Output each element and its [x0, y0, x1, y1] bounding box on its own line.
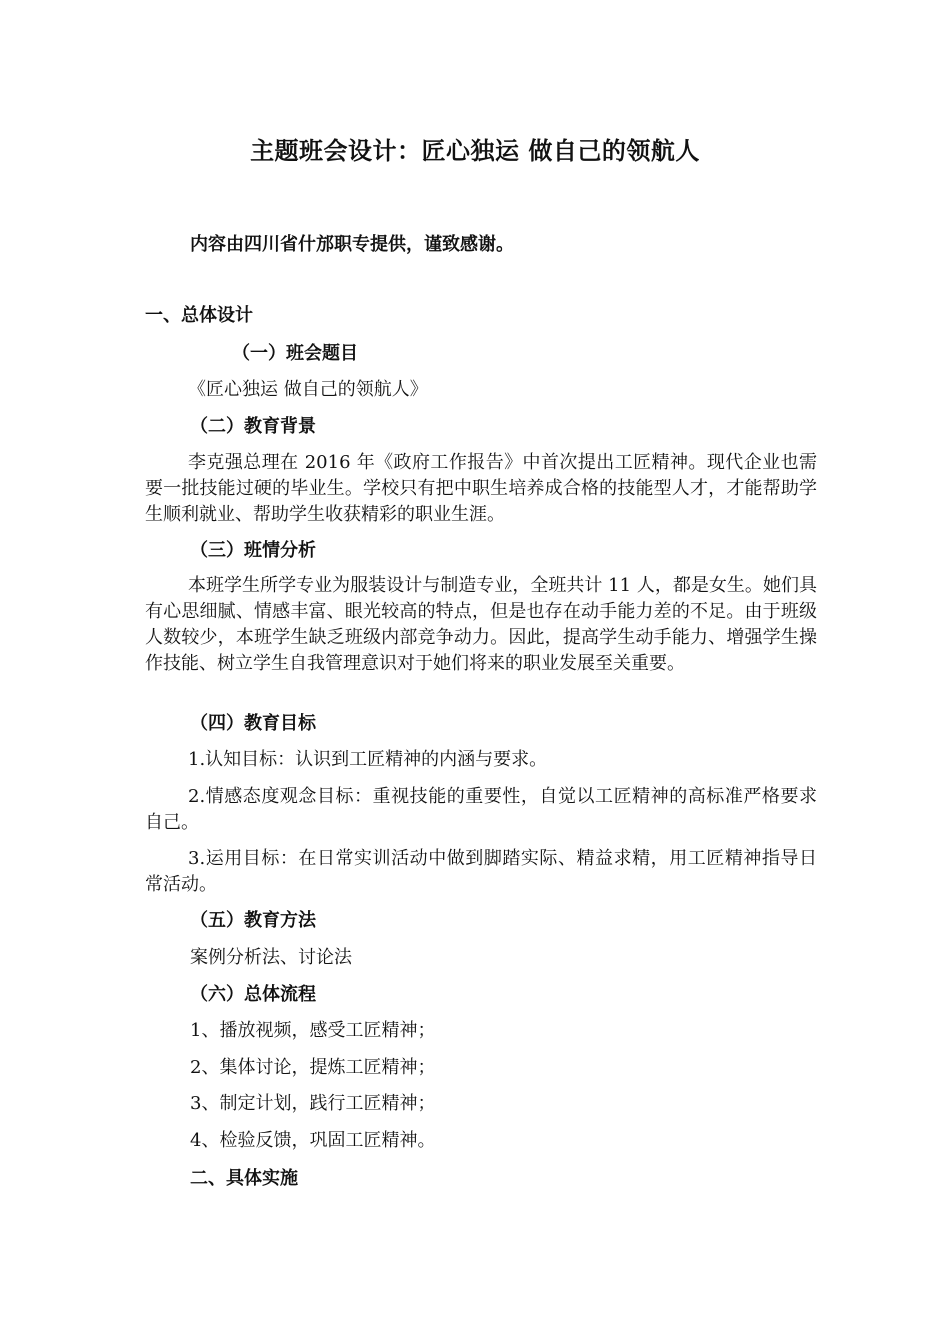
class-analysis-paragraph: 本班学生所学专业为服装设计与制造专业，全班共计 11 人，都是女生。她们具有心思细腻、情感丰富、眼光较高的特点，但是也存在动手能力差的不足。由于班级人数较少，本班学生缺乏班级内部竞争动力。因此，提高学生动手能力、增强学生操作技能、树立学生自我管理意识对于她们将来的职业发展至关重要。	[145, 575, 817, 674]
subheading-class-analysis: （三）班情分析	[190, 540, 316, 561]
flow-item: 3、制定计划，践行工匠精神；	[190, 1093, 436, 1114]
subheading-background: （二）教育背景	[190, 416, 316, 437]
goal-item: 1.认知目标：认识到工匠精神的内涵与要求。	[188, 749, 548, 770]
flow-item: 2、集体讨论，提炼工匠精神；	[190, 1057, 436, 1078]
methods-text: 案例分析法、讨论法	[190, 947, 352, 968]
document-title: 主题班会设计：匠心独运 做自己的领航人	[250, 137, 700, 165]
subheading-topic: （一）班会题目	[232, 343, 358, 364]
flow-item: 4、检验反馈，巩固工匠精神。	[190, 1130, 436, 1151]
goal-item: 3.运用目标：在日常实训活动中做到脚踏实际、精益求精，用工匠精神指导日常活动。	[145, 848, 817, 895]
section-heading-implementation: 二、具体实施	[190, 1168, 298, 1189]
goal-item: 2.情感态度观念目标：重视技能的重要性，自觉以工匠精神的高标准严格要求自己。	[145, 786, 817, 833]
section-heading-overall-design: 一、总体设计	[145, 305, 253, 326]
credit-line: 内容由四川省什邡职专提供，谨致感谢。	[190, 234, 514, 255]
flow-item: 1、播放视频，感受工匠精神；	[190, 1020, 436, 1041]
subheading-flow: （六）总体流程	[190, 984, 316, 1005]
subheading-goals: （四）教育目标	[190, 713, 316, 734]
subheading-methods: （五）教育方法	[190, 910, 316, 931]
background-paragraph: 李克强总理在 2016 年《政府工作报告》中首次提出工匠精神。现代企业也需要一批技能过硬的毕业生。学校只有把中职生培养成合格的技能型人才，才能帮助学生顺利就业、帮助学生收获精彩的职业生涯。	[145, 452, 817, 525]
topic-text: 《匠心独运 做自己的领航人》	[188, 379, 428, 400]
